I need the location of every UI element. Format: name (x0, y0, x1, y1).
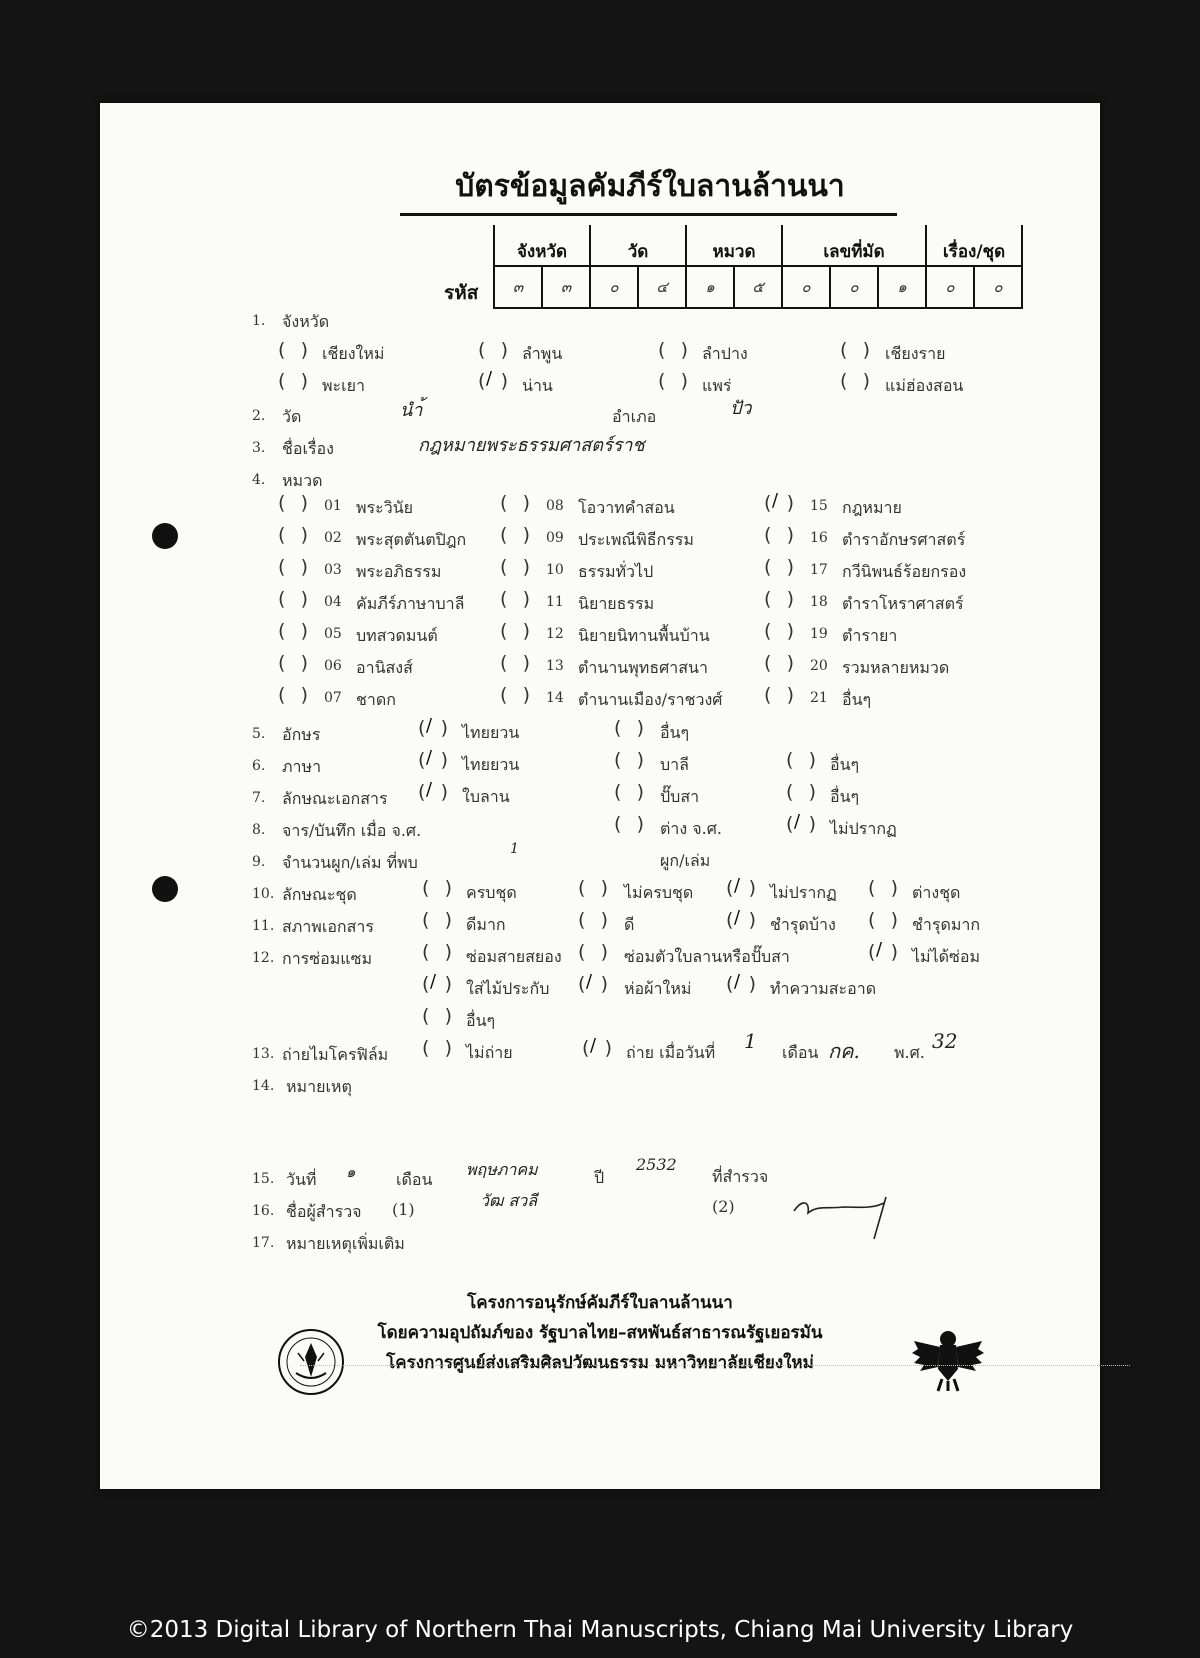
province-checkbox[interactable] (278, 340, 308, 364)
category-code: 04 (324, 594, 342, 610)
item-number: 2. (252, 408, 266, 424)
category-code: 01 (324, 498, 342, 514)
category-code: 06 (324, 658, 342, 674)
code-digit: ๐ (926, 266, 974, 308)
german-eagle-icon (910, 1323, 986, 1393)
repair-option: ซ่อมตัวใบลานหรือปั๊บสา (624, 947, 790, 966)
survey-year: 2532 (636, 1155, 677, 1174)
code-digit: ๐ (974, 266, 1022, 308)
repair-checkbox-checked[interactable] (726, 971, 756, 998)
condition-option: ดี (624, 915, 635, 934)
item-number: 17. (252, 1235, 275, 1251)
record-checkbox[interactable] (614, 814, 644, 838)
item-number: 13. (252, 1046, 275, 1062)
repair-option: ทำความสะอาด (770, 979, 877, 998)
temple-value: นำ้ (400, 400, 423, 421)
punch-hole (152, 523, 178, 549)
doc-type-checkbox[interactable] (614, 782, 644, 806)
code-digit: ๑ (686, 266, 734, 308)
condition-label: สภาพเอกสาร (282, 917, 374, 936)
language-label: ภาษา (282, 757, 322, 776)
repair-label: การซ่อมแซม (282, 949, 372, 968)
item-number: 6. (252, 758, 266, 774)
code-digit: ๓ (494, 266, 542, 308)
survey-month-label: เดือน (396, 1170, 433, 1189)
category-checkbox[interactable] (764, 525, 794, 549)
category-name: บทสวดมนต์ (356, 626, 438, 645)
script-checkbox-checked[interactable] (418, 715, 448, 742)
set-checkbox[interactable] (422, 878, 452, 902)
signature-icon (788, 1173, 908, 1243)
province-option: เชียงใหม่ (322, 344, 385, 363)
category-checkbox[interactable] (278, 621, 308, 645)
repair-checkbox[interactable] (578, 942, 608, 966)
item-number: 12. (252, 950, 275, 966)
category-checkbox[interactable] (500, 589, 530, 613)
category-checkbox[interactable] (500, 621, 530, 645)
code-col-province: จังหวัด (494, 225, 590, 266)
check-mark-icon: ( / (734, 971, 741, 992)
repair-checkbox-checked[interactable] (422, 971, 452, 998)
count-value: 1 (510, 841, 519, 857)
set-label: ลักษณะชุด (282, 885, 357, 904)
repair-checkbox[interactable] (422, 942, 452, 966)
record-checkbox-checked[interactable] (786, 811, 816, 838)
set-checkbox-checked[interactable] (726, 875, 756, 902)
language-option: ไทยยวน (462, 755, 520, 774)
category-name: คัมภีร์ภาษาบาลี (356, 594, 465, 613)
extra-remark-label: หมายเหตุเพิ่มเติม (286, 1234, 405, 1253)
province-checkbox-checked[interactable] (478, 368, 508, 395)
condition-option: ดีมาก (466, 915, 506, 934)
province-checkbox[interactable] (840, 371, 870, 395)
repair-option: อื่นๆ (466, 1011, 496, 1030)
category-name: กวีนิพนธ์ร้อยกรอง (842, 562, 967, 581)
province-checkbox[interactable] (478, 340, 508, 364)
surveyor-label: ชื่อผู้สำรวจ (286, 1202, 362, 1221)
condition-checkbox[interactable] (422, 910, 452, 934)
category-code: 10 (546, 562, 564, 578)
category-checkbox[interactable] (764, 621, 794, 645)
survey-year-label: ปี (594, 1168, 605, 1187)
condition-option: ชำรุดมาก (912, 915, 981, 934)
doc-type-option: ปั๊บสา (660, 787, 700, 806)
temple-label: วัด (282, 407, 302, 426)
surveyor-first-index: (1) (392, 1200, 415, 1219)
category-checkbox[interactable] (278, 557, 308, 581)
category-checkbox[interactable] (764, 589, 794, 613)
condition-checkbox[interactable] (868, 910, 898, 934)
category-name: โอวาทคำสอน (578, 498, 675, 517)
item-number: 3. (252, 440, 266, 456)
category-code: 19 (810, 626, 828, 642)
set-option: ไม่ปรากฏ (770, 883, 837, 902)
record-label: จาร/บันทึก เมื่อ จ.ศ. (282, 821, 422, 840)
check-mark-icon: ( / (426, 747, 433, 768)
check-mark-icon: ( / (486, 368, 493, 389)
repair-checkbox-checked[interactable] (868, 939, 898, 966)
category-name: ตำราโหราศาสตร์ (842, 594, 964, 613)
category-code: 07 (324, 690, 342, 706)
story-value: กฎหมายพระธรรมศาสตร์ราช (418, 435, 645, 456)
count-unit: ผูก/เล่ม (660, 851, 711, 870)
check-mark-icon: ( / (876, 939, 883, 960)
repair-option: ซ่อมสายสยอง (466, 947, 562, 966)
microfilm-month-label: เดือน (782, 1043, 819, 1062)
language-checkbox[interactable] (614, 750, 644, 774)
category-name: กฎหมาย (842, 498, 902, 517)
story-label: ชื่อเรื่อง (282, 439, 334, 458)
survey-month: พฤษภาคม (466, 1160, 538, 1179)
category-checkbox[interactable] (764, 557, 794, 581)
copyright-notice: ©2013 Digital Library of Northern Thai Manuscripts, Chiang Mai University Library (126, 1617, 1074, 1643)
category-code: 16 (810, 530, 828, 546)
code-digit: ๐ (782, 266, 830, 308)
check-mark-icon: ( / (734, 875, 741, 896)
code-digit: ๑ (878, 266, 926, 308)
microfilm-year-label: พ.ศ. (894, 1043, 925, 1062)
divider (300, 1365, 1130, 1366)
microfilm-checkbox-checked[interactable] (582, 1035, 612, 1062)
microfilm-label: ถ่ายไมโครฟิล์ม (282, 1045, 389, 1064)
set-option: ครบชุด (466, 883, 517, 902)
category-code: 05 (324, 626, 342, 642)
category-code: 09 (546, 530, 564, 546)
category-name: ตำนานเมือง/ราชวงศ์ (578, 690, 723, 709)
count-label: จำนวนผูก/เล่ม ที่พบ (282, 853, 418, 872)
province-option: ลำพูน (522, 344, 563, 363)
doc-type-label: ลักษณะเอกสาร (282, 789, 388, 808)
category-name: ธรรมทั่วไป (578, 562, 654, 581)
remark-label: หมายเหตุ (286, 1077, 352, 1096)
province-option: ลำปาง (702, 344, 748, 363)
category-checkbox[interactable] (278, 525, 308, 549)
category-name: ตำนานพุทธศาสนา (578, 658, 708, 677)
category-checkbox[interactable] (764, 653, 794, 677)
item-number: 1. (252, 313, 266, 329)
punch-hole (152, 876, 178, 902)
check-mark-icon: ( / (734, 907, 741, 928)
code-table (493, 225, 1023, 309)
category-checkbox[interactable] (500, 557, 530, 581)
province-checkbox[interactable] (658, 371, 688, 395)
category-label: หมวด (282, 471, 323, 490)
province-option: พะเยา (322, 376, 365, 395)
repair-option: ไม่ได้ซ่อม (912, 947, 981, 966)
script-label: อักษร (282, 725, 321, 744)
condition-option: ชำรุดบ้าง (770, 915, 836, 934)
item-number: 5. (252, 726, 266, 742)
record-option: ไม่ปรากฏ (830, 819, 897, 838)
item-number: 15. (252, 1171, 275, 1187)
category-name: ตำรายา (842, 626, 898, 645)
category-checkbox[interactable] (764, 685, 794, 709)
code-digit: ๐ (830, 266, 878, 308)
category-name: นิยายนิทานพื้นบ้าน (578, 626, 710, 645)
script-checkbox[interactable] (614, 718, 644, 742)
university-seal-icon (276, 1327, 346, 1397)
card-title: บัตรข้อมูลคัมภีร์ใบลานล้านนา (455, 169, 845, 204)
category-name: พระวินัย (356, 498, 414, 517)
category-code: 15 (810, 498, 828, 514)
item-number: 14. (252, 1078, 275, 1094)
category-code: 20 (810, 658, 828, 674)
category-name: อื่นๆ (842, 690, 872, 709)
check-mark-icon: ( / (586, 971, 593, 992)
category-code: 08 (546, 498, 564, 514)
code-col-category: หมวด (686, 225, 782, 266)
province-checkbox[interactable] (840, 340, 870, 364)
category-checkbox[interactable] (500, 493, 530, 517)
district-label: อำเภอ (612, 407, 657, 426)
survey-card (100, 103, 1100, 1489)
doc-type-option: อื่นๆ (830, 787, 860, 806)
category-name: นิยายธรรม (578, 594, 655, 613)
footer-line-3: โครงการศูนย์ส่งเสริมศิลปวัฒนธรรม มหาวิทยาลัยเชียงใหม่ (386, 1353, 814, 1373)
category-checkbox[interactable] (278, 493, 308, 517)
microfilm-checkbox[interactable] (422, 1038, 452, 1062)
category-code: 14 (546, 690, 564, 706)
category-code: 03 (324, 562, 342, 578)
item-number: 16. (252, 1203, 275, 1219)
script-option: ไทยยวน (462, 723, 520, 742)
category-checkbox[interactable] (278, 685, 308, 709)
check-mark-icon: ( / (772, 490, 779, 511)
record-option: ต่าง จ.ศ. (660, 819, 722, 838)
set-checkbox[interactable] (578, 878, 608, 902)
province-option: เชียงราย (885, 344, 946, 363)
category-checkbox[interactable] (500, 653, 530, 677)
doc-type-option: ใบลาน (462, 787, 510, 806)
repair-option: ห่อผ้าใหม่ (624, 979, 692, 998)
code-label: รหัส (444, 282, 479, 304)
survey-day: ๑ (346, 1163, 356, 1181)
script-option: อื่นๆ (660, 723, 690, 742)
condition-checkbox-checked[interactable] (726, 907, 756, 934)
code-digit: ๕ (734, 266, 782, 308)
code-col-bundle: เลขที่มัด (782, 225, 926, 266)
survey-place-label: ที่สำรวจ (712, 1167, 769, 1186)
category-name: รวมหลายหมวด (842, 658, 950, 677)
province-checkbox[interactable] (658, 340, 688, 364)
category-code: 21 (810, 690, 828, 706)
microfilm-option: ไม่ถ่าย (466, 1043, 513, 1062)
language-checkbox-checked[interactable] (418, 747, 448, 774)
item-number: 9. (252, 854, 266, 870)
category-checkbox-checked[interactable] (764, 490, 794, 517)
microfilm-month: กค. (828, 1039, 860, 1063)
check-mark-icon: ( / (794, 811, 801, 832)
province-option: แม่ฮ่องสอน (885, 376, 964, 395)
province-label: จังหวัด (282, 312, 330, 331)
set-option: ต่างชุด (912, 883, 961, 902)
category-checkbox[interactable] (500, 525, 530, 549)
check-mark-icon: ( / (590, 1035, 597, 1056)
microfilm-option: ถ่าย เมื่อวันที่ (626, 1043, 716, 1062)
set-option: ไม่ครบชุด (624, 883, 694, 902)
category-code: 11 (546, 594, 564, 610)
category-code: 02 (324, 530, 342, 546)
item-number: 4. (252, 472, 266, 488)
survey-date-label: วันที่ (286, 1170, 317, 1189)
item-number: 7. (252, 790, 266, 806)
category-name: พระอภิธรรม (356, 562, 442, 581)
code-digit: ๐ (590, 266, 638, 308)
code-col-temple: วัด (590, 225, 686, 266)
item-number: 11. (252, 918, 275, 934)
check-mark-icon: ( / (426, 779, 433, 800)
set-checkbox[interactable] (868, 878, 898, 902)
repair-option: ใส่ไม้ประกับ (466, 979, 550, 998)
province-option: แพร่ (702, 376, 732, 395)
category-code: 12 (546, 626, 564, 642)
category-name: ประเพณีพิธีกรรม (578, 530, 694, 549)
repair-checkbox-checked[interactable] (578, 971, 608, 998)
code-col-set: เรื่อง/ชุด (926, 225, 1022, 266)
language-option: อื่นๆ (830, 755, 860, 774)
surveyor-second-index: (2) (712, 1197, 735, 1216)
check-mark-icon: ( / (426, 715, 433, 736)
category-checkbox[interactable] (278, 653, 308, 677)
condition-checkbox[interactable] (578, 910, 608, 934)
category-code: 18 (810, 594, 828, 610)
item-number: 8. (252, 822, 266, 838)
province-option: น่าน (522, 376, 553, 395)
category-name: ชาดก (356, 690, 396, 709)
footer-line-2: โดยความอุปถัมภ์ของ รัฐบาลไทย–สหพันธ์สาธารณรัฐเยอรมัน (377, 1323, 823, 1343)
code-digit: ๓ (542, 266, 590, 308)
surveyor-first-name: วัฒ สวลี (480, 1191, 538, 1210)
district-value: ปัว (730, 398, 752, 419)
doc-type-checkbox[interactable] (786, 782, 816, 806)
category-checkbox[interactable] (278, 589, 308, 613)
category-code: 13 (546, 658, 564, 674)
language-checkbox[interactable] (786, 750, 816, 774)
category-name: พระสุตตันตปิฎก (356, 530, 467, 549)
category-name: ตำราอักษรศาสตร์ (842, 530, 966, 549)
item-number: 10. (252, 886, 275, 902)
title-underline (400, 213, 897, 216)
doc-type-checkbox-checked[interactable] (418, 779, 448, 806)
microfilm-day: 1 (744, 1029, 757, 1053)
check-mark-icon: ( / (430, 971, 437, 992)
repair-checkbox[interactable] (422, 1006, 452, 1030)
category-checkbox[interactable] (500, 685, 530, 709)
province-checkbox[interactable] (278, 371, 308, 395)
language-option: บาลี (660, 755, 689, 774)
category-code: 17 (810, 562, 828, 578)
code-digit: ๔ (638, 266, 686, 308)
microfilm-year: 32 (932, 1029, 958, 1053)
footer-line-1: โครงการอนุรักษ์คัมภีร์ใบลานล้านนา (467, 1293, 733, 1313)
category-name: อานิสงส์ (356, 658, 413, 677)
